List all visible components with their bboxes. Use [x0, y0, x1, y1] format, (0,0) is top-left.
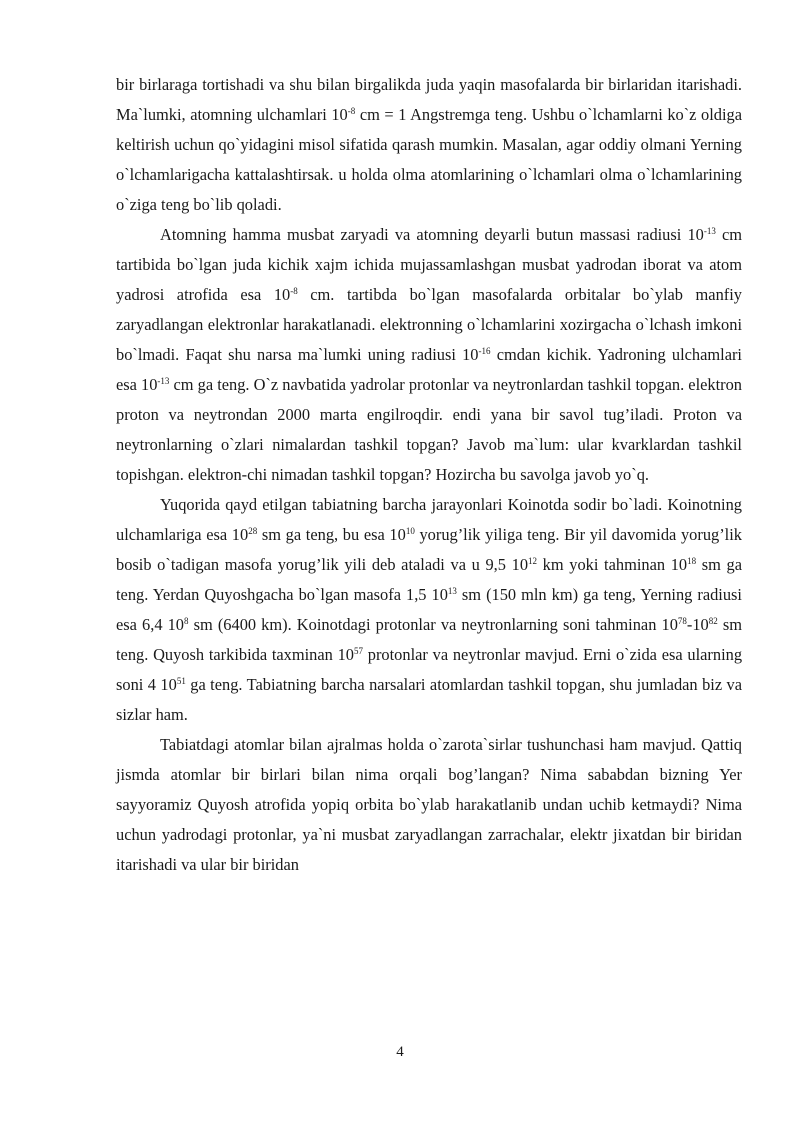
paragraph-4: [116, 730, 742, 880]
text-run: sm ga teng. Yerdan Quyoshgacha bo`lgan masofa 1,5 10: [116, 555, 742, 604]
text-run: km yoki tahminan 10: [537, 555, 688, 574]
exponent: 10: [405, 526, 415, 536]
text-run: sm (6400 km). Koinotdagi protonlar va neytronlarning soni tahminan 10: [188, 615, 678, 634]
text-run: cm = 1 Angstremga teng. Ushbu o`lchamlarni ko`z oldiga keltirish uchun qo`yidagini misol sifatida qarash mumkin. Masalan, agar oddiy olmani Yerning o`lchamlarigacha kattalashtirsak. u holda olma atomlarining o`lchamlari olma o`lchamlarining o`ziga teng bo`lib qoladi.: [116, 105, 742, 214]
exponent: 13: [447, 586, 457, 596]
exponent: -13: [703, 226, 716, 236]
text-run: bir birlaraga tortishadi va shu bilan birgalikda juda yaqin masofalarda bir birlaridan itarishadi. Ma`lumki, atomning ulchamlari 10: [116, 75, 742, 124]
exponent: -8: [347, 106, 356, 116]
text-run: Atomning hamma musbat zaryadi va atomning deyarli butun massasi radiusi 10: [160, 225, 704, 244]
exponent: 28: [248, 526, 258, 536]
document-body: [116, 70, 742, 880]
text-run: sm teng. Quyosh tarkibida taxminan 10: [116, 615, 742, 664]
text-run: Yuqorida qayd etilgan tabiatning barcha jarayonlari Koinotda sodir bo`ladi. Koinotning ulchamlariga esa 10: [116, 495, 742, 544]
text-run: sm ga teng, bu esa 10: [257, 525, 406, 544]
paragraph-2: [116, 220, 742, 490]
text-run: sm (150 mln km) ga teng, Yerning radiusi esa 6,4 10: [116, 585, 742, 634]
text-run: cm tartibida bo`lgan juda kichik xajm ichida mujassamlashgan musbat yadrodan iborat va atom yadrosi atrofida esa 10: [116, 225, 743, 304]
exponent: 12: [528, 556, 538, 566]
exponent: 51: [176, 676, 186, 686]
exponent: 82: [708, 616, 718, 626]
exponent: -16: [478, 346, 491, 356]
text-run: cmdan kichik. Yadroning ulchamlari esa 10: [116, 345, 742, 394]
text-run: Tabiatdagi atomlar bilan ajralmas holda o`zarota`sirlar tushunchasi ham mavjud. Qattiq jismda atomlar bir birlari bilan nima orqali bog’langan? Nima sababdan bizning Yer sayyoramiz Quyosh atrofida yopiq orbita bo`ylab harakatlanib undan uchib ketmaydi? Nima uchun yadrodagi protonlar, ya`ni musbat zaryadlangan zarrachalar, elektr jixatdan bir biridan itarishadi va ular bir biridan: [116, 735, 742, 874]
page-number: 4: [396, 1044, 404, 1060]
paragraph-1: [116, 70, 742, 220]
exponent: -13: [157, 376, 170, 386]
exponent: 57: [354, 646, 364, 656]
text-run: ga teng. Tabiatning barcha narsalari atomlardan tashkil topgan, shu jumladan biz va sizlar ham.: [116, 675, 743, 724]
exponent: 18: [687, 556, 697, 566]
exponent: -8: [290, 286, 298, 296]
text-run: cm ga teng. O`z navbatida yadrolar protonlar va neytronlardan tashkil topgan. elektron proton va neytrondan 2000 marta engilroqdir. endi yana bir savol tug’iladi. Proton va neytronlarning o`zlari nimalardan tashkil topgan? Javob ma`lum: ular kvarklardan tashkil topishgan. elektron-chi nimadan tashkil topgan? Hozircha bu savolga javob yo`q.: [116, 375, 742, 484]
text-run: -10: [686, 615, 709, 634]
paragraph-3: [116, 490, 742, 730]
text-run: cm. tartibda bo`lgan masofalarda orbitalar bo`ylab manfiy zaryadlangan elektronlar harakatlanadi. elektronning o`lchamlarini xozirgacha o`lchash imkoni bo`lmadi. Faqat shu narsa ma`lumki uning radiusi 10: [116, 285, 742, 364]
text-run: yorug’lik yiliga teng. Bir yil davomida yorug’lik bosib o`tadigan masofa yorug’lik yili deb ataladi va u 9,5 10: [116, 525, 742, 574]
exponent: 8: [184, 616, 189, 626]
exponent: 78: [677, 616, 687, 626]
text-run: protonlar va neytronlar mavjud. Erni o`zida esa ularning soni 4 10: [116, 645, 743, 694]
